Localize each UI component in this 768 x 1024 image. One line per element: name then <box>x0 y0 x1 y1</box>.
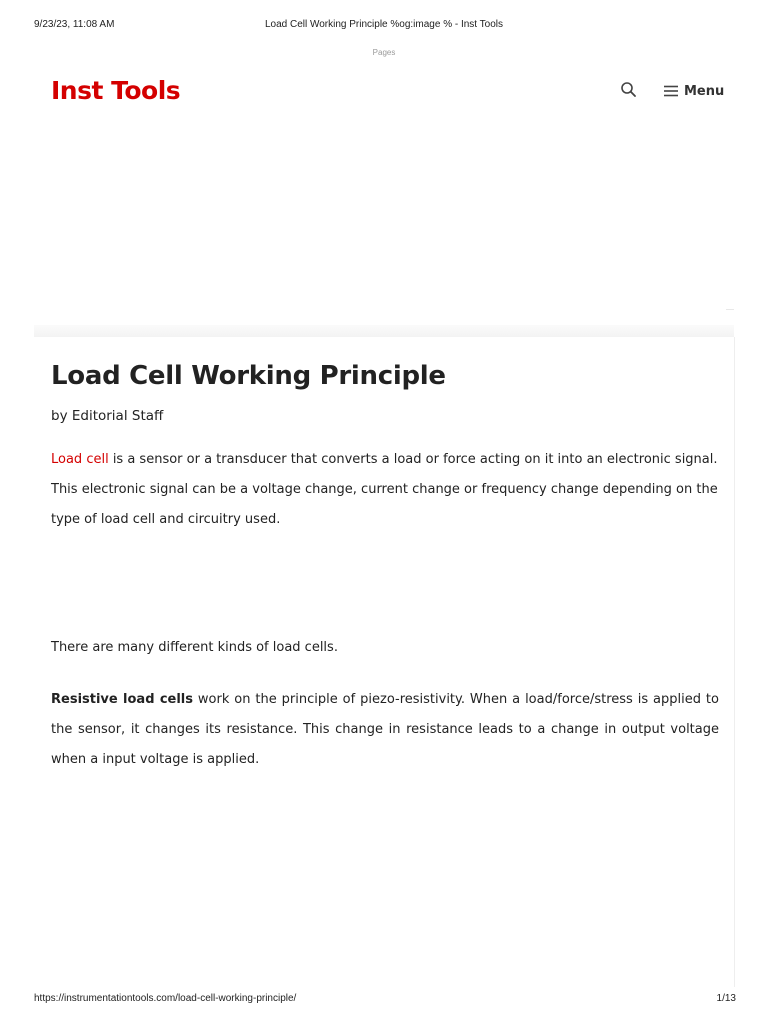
ad-placeholder <box>34 128 734 310</box>
load-cell-link[interactable]: Load cell <box>51 452 109 467</box>
pages-label: Pages <box>372 48 396 57</box>
print-page-title: Load Cell Working Principle %og:image % - Inst Tools <box>264 19 504 30</box>
print-footer <box>0 993 768 1007</box>
resistive-heading: Resistive load cells <box>51 692 193 707</box>
content-separator <box>34 325 734 337</box>
print-datetime: 9/23/23, 11:08 AM <box>34 19 115 30</box>
search-icon <box>619 80 639 100</box>
hamburger-icon <box>664 85 678 97</box>
print-header <box>0 19 768 33</box>
ad-border <box>726 309 734 310</box>
article-title: Load Cell Working Principle <box>51 361 446 391</box>
article-byline: by Editorial Staff <box>51 408 164 424</box>
kinds-paragraph: There are many different kinds of load cells. <box>51 640 338 655</box>
menu-button[interactable] <box>664 80 724 102</box>
article-content <box>34 337 735 987</box>
site-logo[interactable]: Inst Tools <box>51 76 181 105</box>
print-page-number: 1/13 <box>716 993 736 1004</box>
intro-paragraph <box>51 445 719 535</box>
print-url: https://instrumentationtools.com/load-cell-working-principle/ <box>34 993 297 1004</box>
search-button[interactable] <box>619 80 639 100</box>
intro-paragraph-text: is a sensor or a transducer that converts a load or force acting on it into an electronic signal. This electronic signal can be a voltage change, current change or frequency change depending on the type of load cell and circuitry used. <box>51 452 718 527</box>
resistive-paragraph-text: work on the principle of piezo-resistivity. When a load/force/stress is applied to the sensor, it changes its resistance. This change in resistance leads to a change in output voltage when a input voltage is applied. <box>51 692 719 767</box>
site-header <box>0 70 768 120</box>
resistive-paragraph <box>51 685 719 775</box>
menu-label: Menu <box>684 83 725 99</box>
